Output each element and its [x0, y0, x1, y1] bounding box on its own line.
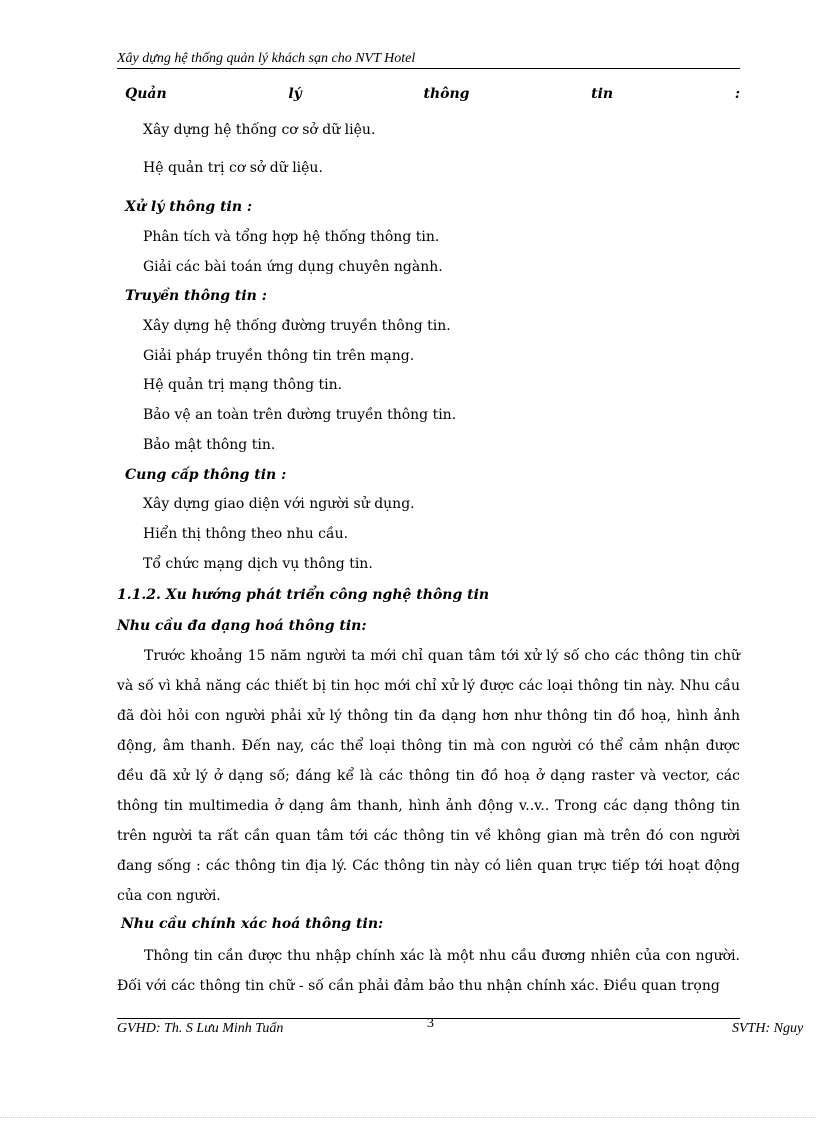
footer-left: GVHD: Th. S Lưu Minh Tuấn	[117, 1021, 284, 1036]
header-rule	[117, 68, 740, 69]
list-item: Xây dựng hệ thống cơ sở dữ liệu.	[143, 122, 376, 138]
page-edge-divider	[0, 1117, 816, 1118]
list-item: Xây dựng hệ thống đường truyền thông tin.	[143, 318, 451, 334]
list-item: Xây dựng giao diện với người sử dụng.	[143, 496, 415, 512]
list-item: Giải các bài toán ứng dụng chuyên ngành.	[143, 259, 443, 275]
subhead-da-dang: Nhu cầu đa dạng hoá thông tin:	[117, 618, 367, 634]
paragraph	[117, 941, 740, 1001]
heading-xu-ly: Xử lý thông tin :	[125, 199, 253, 215]
paragraph	[117, 641, 740, 911]
heading-word: :	[734, 86, 740, 102]
section-title: 1.1.2. Xu hướng phát triển công nghệ thông tin	[117, 587, 490, 603]
list-item: Hệ quản trị mạng thông tin.	[143, 377, 343, 393]
paragraph-text: Thông tin cần được thu nhập chính xác là một nhu cầu đương nhiên của con người. Đối với các thông tin chữ - số cần phải đảm bảo thu nhận chính xác. Điều quan trọng	[117, 948, 740, 994]
list-item: Bảo mật thông tin.	[143, 437, 276, 453]
heading-word: tin	[591, 86, 614, 102]
list-item: Hệ quản trị cơ sở dữ liệu.	[143, 160, 323, 176]
list-item: Giải pháp truyền thông tin trên mạng.	[143, 348, 415, 364]
heading-cung-cap: Cung cấp thông tin :	[125, 467, 287, 483]
list-item: Hiển thị thông theo nhu cầu.	[143, 526, 349, 542]
paragraph-text: Trước khoảng 15 năm người ta mới chỉ quan tâm tới xử lý số cho các thông tin chữ và số vì khả năng các thiết bị tin học mới chỉ xử lý được các loại thông tin này. Nhu cầu đã đòi hỏi con người phải xử lý thông tin đa dạng hơn như thông tin đồ hoạ, hình ảnh động, âm thanh. Đến nay, các thể loại thông tin mà con người có thể cảm nhận được đều đã xử lý ở dạng số; đáng kể là các thông tin đồ hoạ ở dạng raster và vector, các thông tin multimedia ở dạng âm thanh, hình ảnh động v..v.. Trong các dạng thông tin trên người ta rất cần quan tâm tới các thông tin về không gian mà trên đó con người đang sống : các thông tin địa lý. Các thông tin này có liên quan trực tiếp tới hoạt động của con người.	[117, 648, 740, 904]
heading-quan-ly	[125, 86, 740, 102]
heading-word: Quản	[125, 86, 167, 102]
heading-word: lý	[288, 86, 302, 102]
list-item: Tổ chức mạng dịch vụ thông tin.	[143, 556, 373, 572]
subhead-chinh-xac: Nhu cầu chính xác hoá thông tin:	[121, 916, 384, 932]
list-item: Bảo vệ an toàn trên đường truyền thông tin.	[143, 407, 457, 423]
heading-truyen: Truyền thông tin :	[125, 288, 267, 304]
running-header: Xây dựng hệ thống quản lý khách sạn cho NVT Hotel	[117, 51, 416, 66]
list-item: Phân tích và tổng hợp hệ thống thông tin.	[143, 229, 440, 245]
heading-word: thông	[423, 86, 470, 102]
page-number: 3	[427, 1016, 434, 1031]
footer-right: SVTH: Nguy	[732, 1021, 804, 1036]
